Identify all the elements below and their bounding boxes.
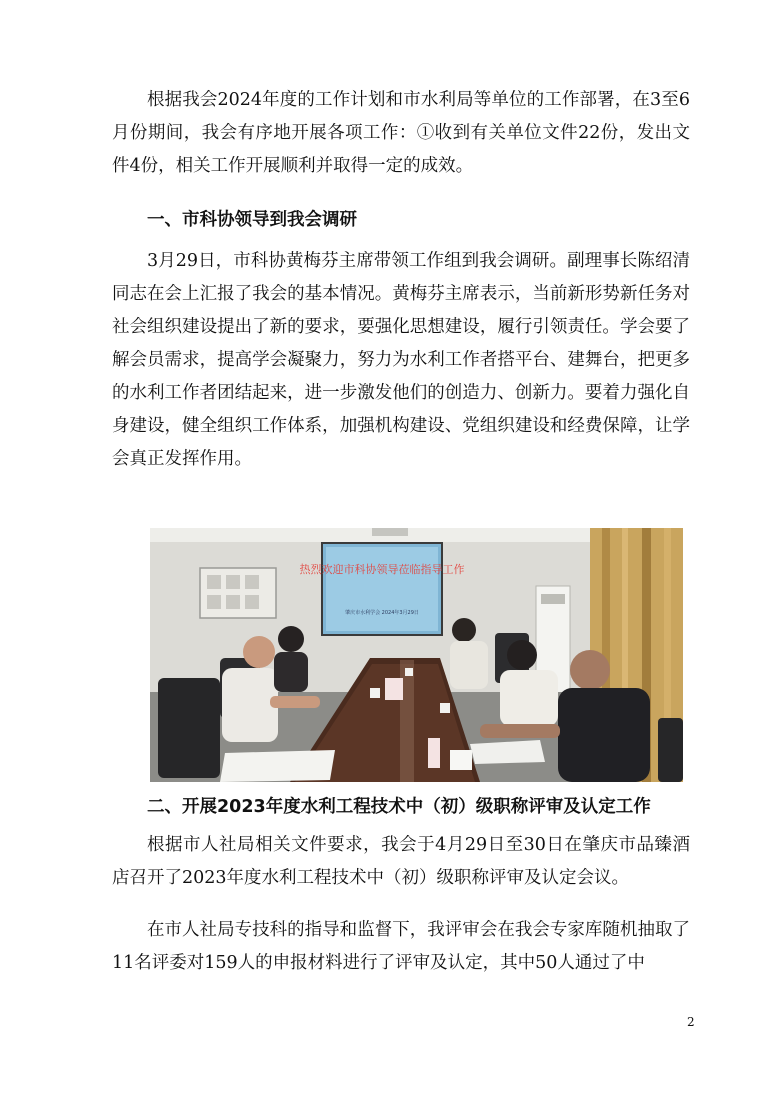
section-heading-2: 二、开展2023年度水利工程技术中（初）级职称评审及认定工作	[147, 797, 651, 817]
screen-title: 热烈欢迎市科协领导莅临指导工作	[299, 563, 465, 576]
supervision-paragraph: 在市人社局专技科的指导和监督下，我评审会在我会专家库随机抽取了11名评委对159人的申报材料进行了评审及认定，其中50人通过了中	[112, 920, 690, 973]
meeting-photo	[150, 528, 683, 782]
page-number: 2	[687, 1015, 695, 1029]
meeting-photo-illustration	[150, 528, 683, 782]
survey-paragraph: 3月29日，市科协黄梅芬主席带领工作组到我会调研。副理事长陈绍清同志在会上汇报了我会的基本情况。黄梅芬主席表示，当前新形势新任务对社会组织建设提出了新的要求，要强化思想建设，履行引领责任。学会要了解会员需求，提高学会凝聚力，努力为水利工作者搭平台、建舞台，把更多的水利工作者团结起来，进一步激发他们的创造力、创新力。要着力强化自身建设，健全组织工作体系，加强机构建设、党组织建设和经费保障，让学会真正发挥作用。	[112, 251, 690, 469]
section-heading-1: 一、市科协领导到我会调研	[147, 210, 357, 230]
screen-caption: 肇庆市水利学会 2024年3月29日	[345, 610, 419, 616]
review-paragraph: 根据市人社局相关文件要求，我会于4月29日至30日在肇庆市品臻酒店召开了2023年度水利工程技术中（初）级职称评审及认定会议。	[112, 835, 690, 888]
intro-paragraph: 根据我会2024年度的工作计划和市水利局等单位的工作部署，在3至6月份期间，我会有序地开展各项工作：①收到有关单位文件22份，发出文件4份，相关工作开展顺利并取得一定的成效。	[112, 90, 690, 176]
